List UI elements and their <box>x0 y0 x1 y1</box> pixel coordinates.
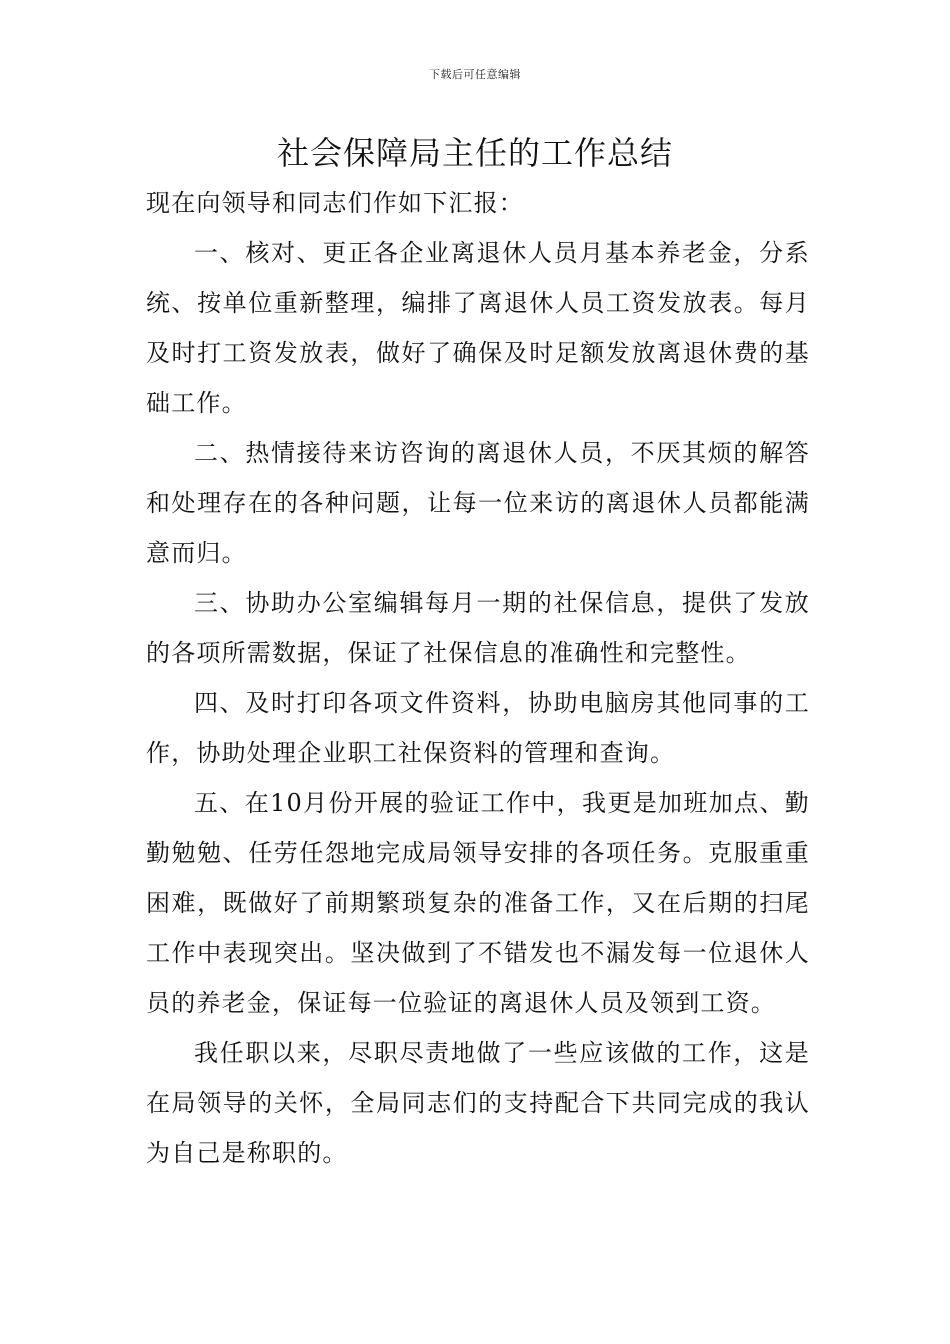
document-body <box>146 178 810 1178</box>
closing-paragraph: 我任职以来，尽职尽责地做了一些应该做的工作，这是在局领导的关怀，全局同志们的支持配合下共同完成的我认为自己是称职的。 <box>146 1039 810 1167</box>
paragraph-item-2: 二、热情接待来访咨询的离退休人员，不厌其烦的解答和处理存在的各种问题，让每一位来访的离退休人员都能满意而归。 <box>146 439 810 567</box>
paragraph-item-5: 五、在10月份开展的验证工作中，我更是加班加点、勤勤勉勉、任劳任怨地完成局领导安排的各项任务。克服重重困难，既做好了前期繁琐复杂的准备工作，又在后期的扫尾工作中表现突出。坚决做到了不错发也不漏发每一位退休人员的养老金，保证每一位验证的离退休人员及领到工资。 <box>146 789 810 1017</box>
intro-paragraph: 现在向领导和同志们作如下汇报： <box>146 189 524 217</box>
document-title: 社会保障局主任的工作总结 <box>276 134 673 172</box>
paragraph-item-1: 一、核对、更正各企业离退休人员月基本养老金，分系统、按单位重新整理，编排了离退休人员工资发放表。每月及时打工资发放表，做好了确保及时足额发放离退休费的基础工作。 <box>146 239 810 417</box>
header-note: 下载后可任意编辑 <box>429 68 521 81</box>
paragraph-item-4: 四、及时打印各项文件资料，协助电脑房其他同事的工作，协助处理企业职工社保资料的管理和查询。 <box>146 689 810 767</box>
paragraph-item-3: 三、协助办公室编辑每月一期的社保信息，提供了发放的各项所需数据，保证了社保信息的准确性和完整性。 <box>146 589 810 667</box>
